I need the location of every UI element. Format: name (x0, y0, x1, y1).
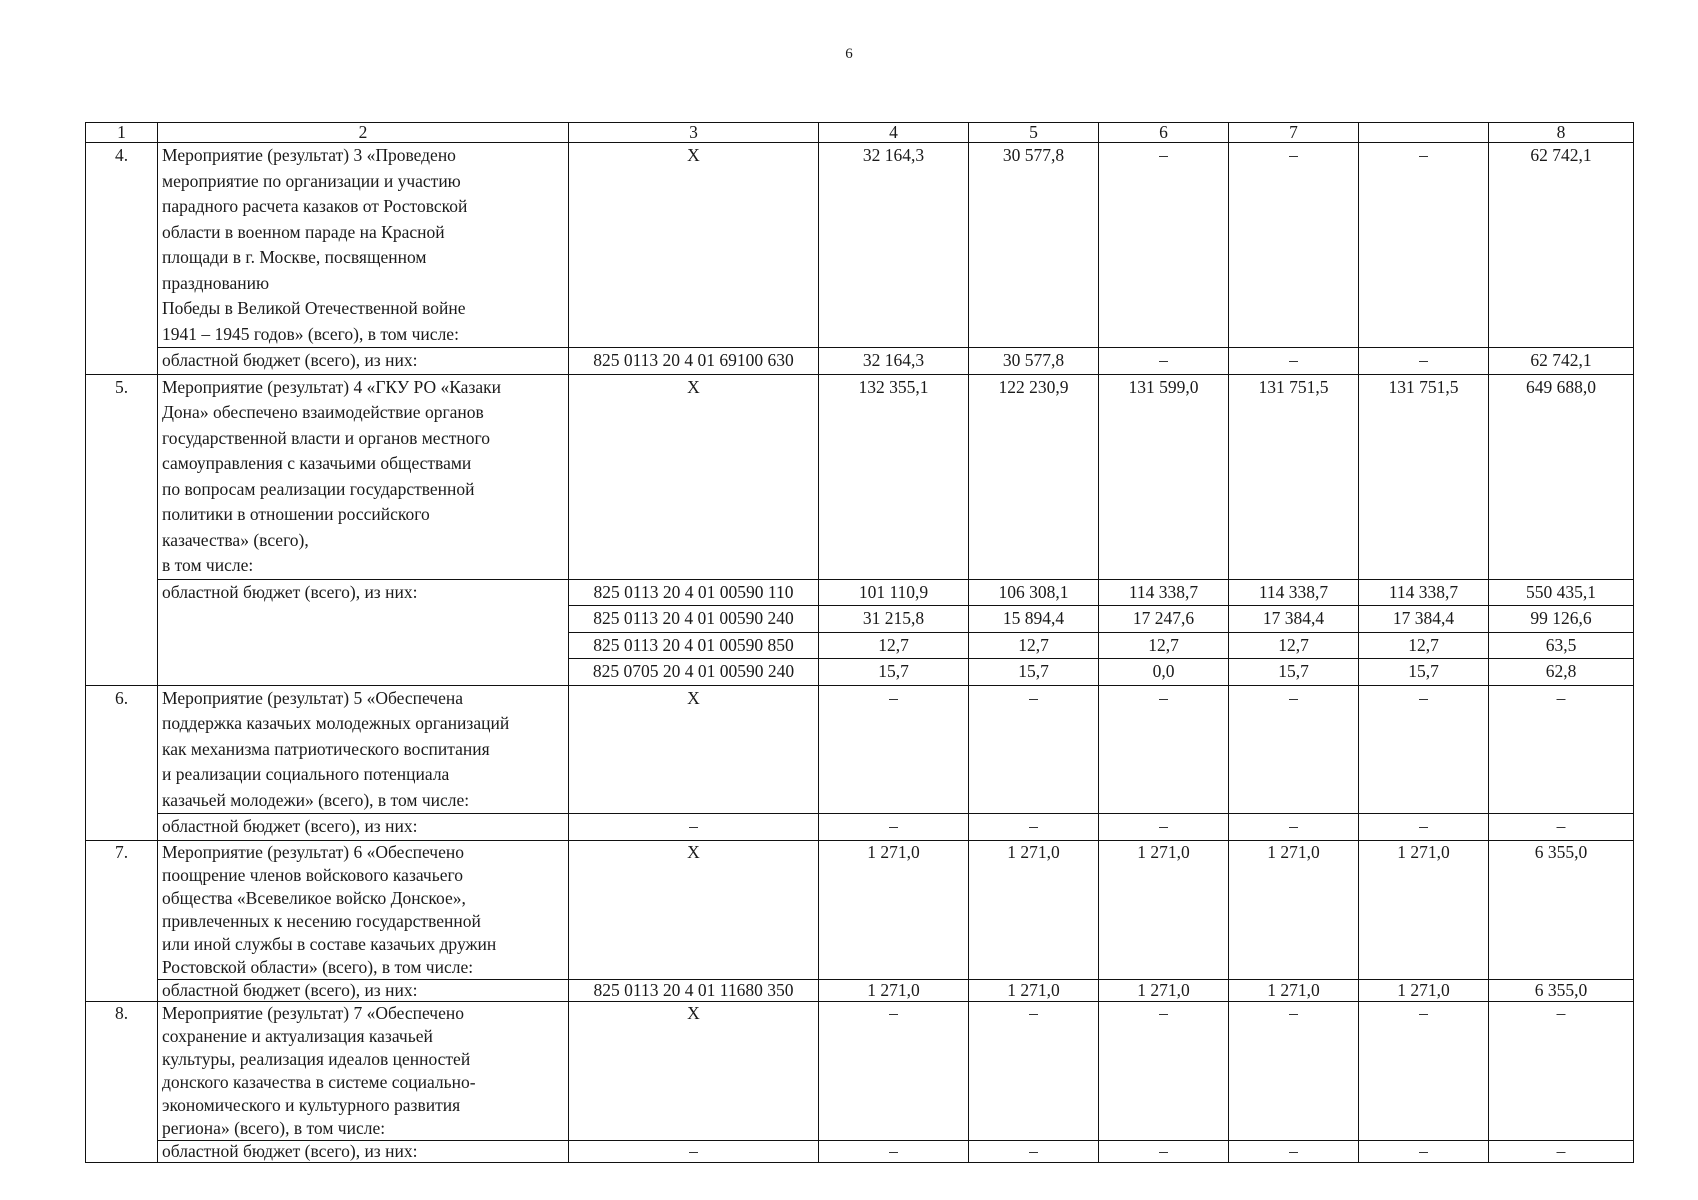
table-row (86, 348, 1634, 375)
header-cell: 7 (1229, 123, 1359, 143)
value-cell: – (1359, 1140, 1489, 1162)
row-number: 6. (86, 685, 158, 840)
value-cell: 30 577,8 (969, 143, 1099, 348)
activity-title: Мероприятие (результат) 7 «Обеспечено сохранение и актуализация казачьей культуры, реализация идеалов ценностей донского казачества в системе социально- экономического и культурного развития региона» (всего), в том числе: (158, 1001, 569, 1140)
value-cell: – (819, 814, 969, 841)
header-cell: 5 (969, 123, 1099, 143)
table-row (86, 814, 1634, 841)
total-cell: – (1489, 685, 1634, 814)
total-cell: – (1489, 814, 1634, 841)
row-number: 8. (86, 1001, 158, 1162)
table-row (86, 143, 1634, 348)
total-cell: 62 742,1 (1489, 143, 1634, 348)
value-cell: 114 338,7 (1229, 579, 1359, 606)
value-cell: 1 271,0 (1099, 979, 1229, 1001)
code-cell: X (569, 840, 819, 979)
total-cell: 99 126,6 (1489, 606, 1634, 633)
budget-label: областной бюджет (всего), из них: (158, 1140, 569, 1162)
total-cell: 649 688,0 (1489, 374, 1634, 579)
value-cell: – (1229, 1001, 1359, 1140)
code-cell: 825 0113 20 4 01 00590 850 (569, 632, 819, 659)
value-cell: 1 271,0 (819, 979, 969, 1001)
table-row (86, 1001, 1634, 1140)
value-cell: – (819, 1140, 969, 1162)
page-number: 6 (845, 46, 853, 62)
value-cell: 106 308,1 (969, 579, 1099, 606)
value-cell: 131 751,5 (1229, 374, 1359, 579)
table-row (86, 1140, 1634, 1162)
value-cell: – (969, 685, 1099, 814)
header-cell: 2 (158, 123, 569, 143)
value-cell: 0,0 (1099, 659, 1229, 686)
code-cell: 825 0705 20 4 01 00590 240 (569, 659, 819, 686)
value-cell: 15,7 (1229, 659, 1359, 686)
code-cell: X (569, 374, 819, 579)
header-cell: 6 (1099, 123, 1229, 143)
value-cell: – (1229, 143, 1359, 348)
value-cell: 1 271,0 (969, 979, 1099, 1001)
value-cell: 1 271,0 (1229, 840, 1359, 979)
value-cell: – (1359, 143, 1489, 348)
value-cell: 17 247,6 (1099, 606, 1229, 633)
activity-title: Мероприятие (результат) 4 «ГКУ РО «Казаки Дона» обеспечено взаимодействие органов государственной власти и органов местного самоуправления с казачьими обществами по вопросам реализации государственной политики в отношении российского казачества» (всего), в том числе: (158, 374, 569, 579)
total-cell: 6 355,0 (1489, 979, 1634, 1001)
code-cell: X (569, 143, 819, 348)
header-cell: 4 (819, 123, 969, 143)
budget-label: областной бюджет (всего), из них: (158, 814, 569, 841)
value-cell: 114 338,7 (1359, 579, 1489, 606)
value-cell: 17 384,4 (1229, 606, 1359, 633)
value-cell: 132 355,1 (819, 374, 969, 579)
total-cell: 63,5 (1489, 632, 1634, 659)
total-cell: – (1489, 1001, 1634, 1140)
code-cell: X (569, 685, 819, 814)
budget-table (85, 122, 1634, 1163)
value-cell: – (1099, 685, 1229, 814)
code-cell: – (569, 814, 819, 841)
total-cell: 6 355,0 (1489, 840, 1634, 979)
header-cell: 3 (569, 123, 819, 143)
value-cell: – (969, 814, 1099, 841)
value-cell: – (1359, 814, 1489, 841)
row-number: 7. (86, 840, 158, 1001)
value-cell: – (1229, 1140, 1359, 1162)
value-cell: – (1359, 1001, 1489, 1140)
value-cell: – (819, 1001, 969, 1140)
value-cell: 1 271,0 (1359, 979, 1489, 1001)
value-cell: 1 271,0 (1229, 979, 1359, 1001)
activity-title: Мероприятие (результат) 6 «Обеспечено поощрение членов войскового казачьего общества «Всевеликое войско Донское», привлеченных к несению государственной или иной службы в составе казачьих дружин Ростовской области» (всего), в том числе: (158, 840, 569, 979)
value-cell: 12,7 (1099, 632, 1229, 659)
value-cell: 15,7 (1359, 659, 1489, 686)
value-cell: 12,7 (969, 632, 1099, 659)
table-row (86, 979, 1634, 1001)
value-cell: – (1099, 814, 1229, 841)
table-row (86, 579, 1634, 606)
table-row (86, 840, 1634, 979)
value-cell: 15 894,4 (969, 606, 1099, 633)
value-cell: 15,7 (969, 659, 1099, 686)
value-cell: 122 230,9 (969, 374, 1099, 579)
code-cell: 825 0113 20 4 01 00590 240 (569, 606, 819, 633)
code-cell: X (569, 1001, 819, 1140)
value-cell: – (1099, 1140, 1229, 1162)
value-cell: – (1099, 143, 1229, 348)
value-cell: 131 751,5 (1359, 374, 1489, 579)
value-cell: 1 271,0 (969, 840, 1099, 979)
value-cell: – (1229, 814, 1359, 841)
header-cell: 8 (1489, 123, 1634, 143)
activity-title: Мероприятие (результат) 3 «Проведено мероприятие по организации и участию парадного расчета казаков от Ростовской области в военном параде на Красной площади в г. Москве, посвященном празднованию Победы в Великой Отечественной войне 1941 – 1945 годов» (всего), в том числе: (158, 143, 569, 348)
value-cell: – (819, 685, 969, 814)
budget-label: областной бюджет (всего), из них: (158, 579, 569, 685)
value-cell: 12,7 (1359, 632, 1489, 659)
header-cell (1359, 123, 1489, 143)
value-cell: 1 271,0 (1099, 840, 1229, 979)
value-cell: 1 271,0 (1359, 840, 1489, 979)
code-cell: – (569, 1140, 819, 1162)
value-cell: 114 338,7 (1099, 579, 1229, 606)
value-cell: – (1229, 348, 1359, 375)
value-cell: – (1099, 1001, 1229, 1140)
value-cell: 12,7 (1229, 632, 1359, 659)
total-cell: – (1489, 1140, 1634, 1162)
value-cell: 101 110,9 (819, 579, 969, 606)
value-cell: 32 164,3 (819, 143, 969, 348)
code-cell: 825 0113 20 4 01 00590 110 (569, 579, 819, 606)
value-cell: 30 577,8 (969, 348, 1099, 375)
value-cell: – (969, 1001, 1099, 1140)
value-cell: – (1099, 348, 1229, 375)
value-cell: 17 384,4 (1359, 606, 1489, 633)
total-cell: 62,8 (1489, 659, 1634, 686)
value-cell: – (1359, 348, 1489, 375)
value-cell: – (1359, 685, 1489, 814)
table-row (86, 374, 1634, 579)
value-cell: – (1229, 685, 1359, 814)
code-cell: 825 0113 20 4 01 11680 350 (569, 979, 819, 1001)
code-cell: 825 0113 20 4 01 69100 630 (569, 348, 819, 375)
activity-title: Мероприятие (результат) 5 «Обеспечена поддержка казачьих молодежных организаций как механизма патриотического воспитания и реализации социального потенциала казачьей молодежи» (всего), в том числе: (158, 685, 569, 814)
value-cell: 131 599,0 (1099, 374, 1229, 579)
value-cell: 15,7 (819, 659, 969, 686)
value-cell: 31 215,8 (819, 606, 969, 633)
table-row (86, 685, 1634, 814)
value-cell: 12,7 (819, 632, 969, 659)
total-cell: 550 435,1 (1489, 579, 1634, 606)
row-number: 5. (86, 374, 158, 685)
value-cell: 1 271,0 (819, 840, 969, 979)
budget-label: областной бюджет (всего), из них: (158, 348, 569, 375)
header-cell: 1 (86, 123, 158, 143)
header-row (86, 123, 1634, 143)
value-cell: – (969, 1140, 1099, 1162)
row-number: 4. (86, 143, 158, 375)
budget-label: областной бюджет (всего), из них: (158, 979, 569, 1001)
value-cell: 32 164,3 (819, 348, 969, 375)
total-cell: 62 742,1 (1489, 348, 1634, 375)
